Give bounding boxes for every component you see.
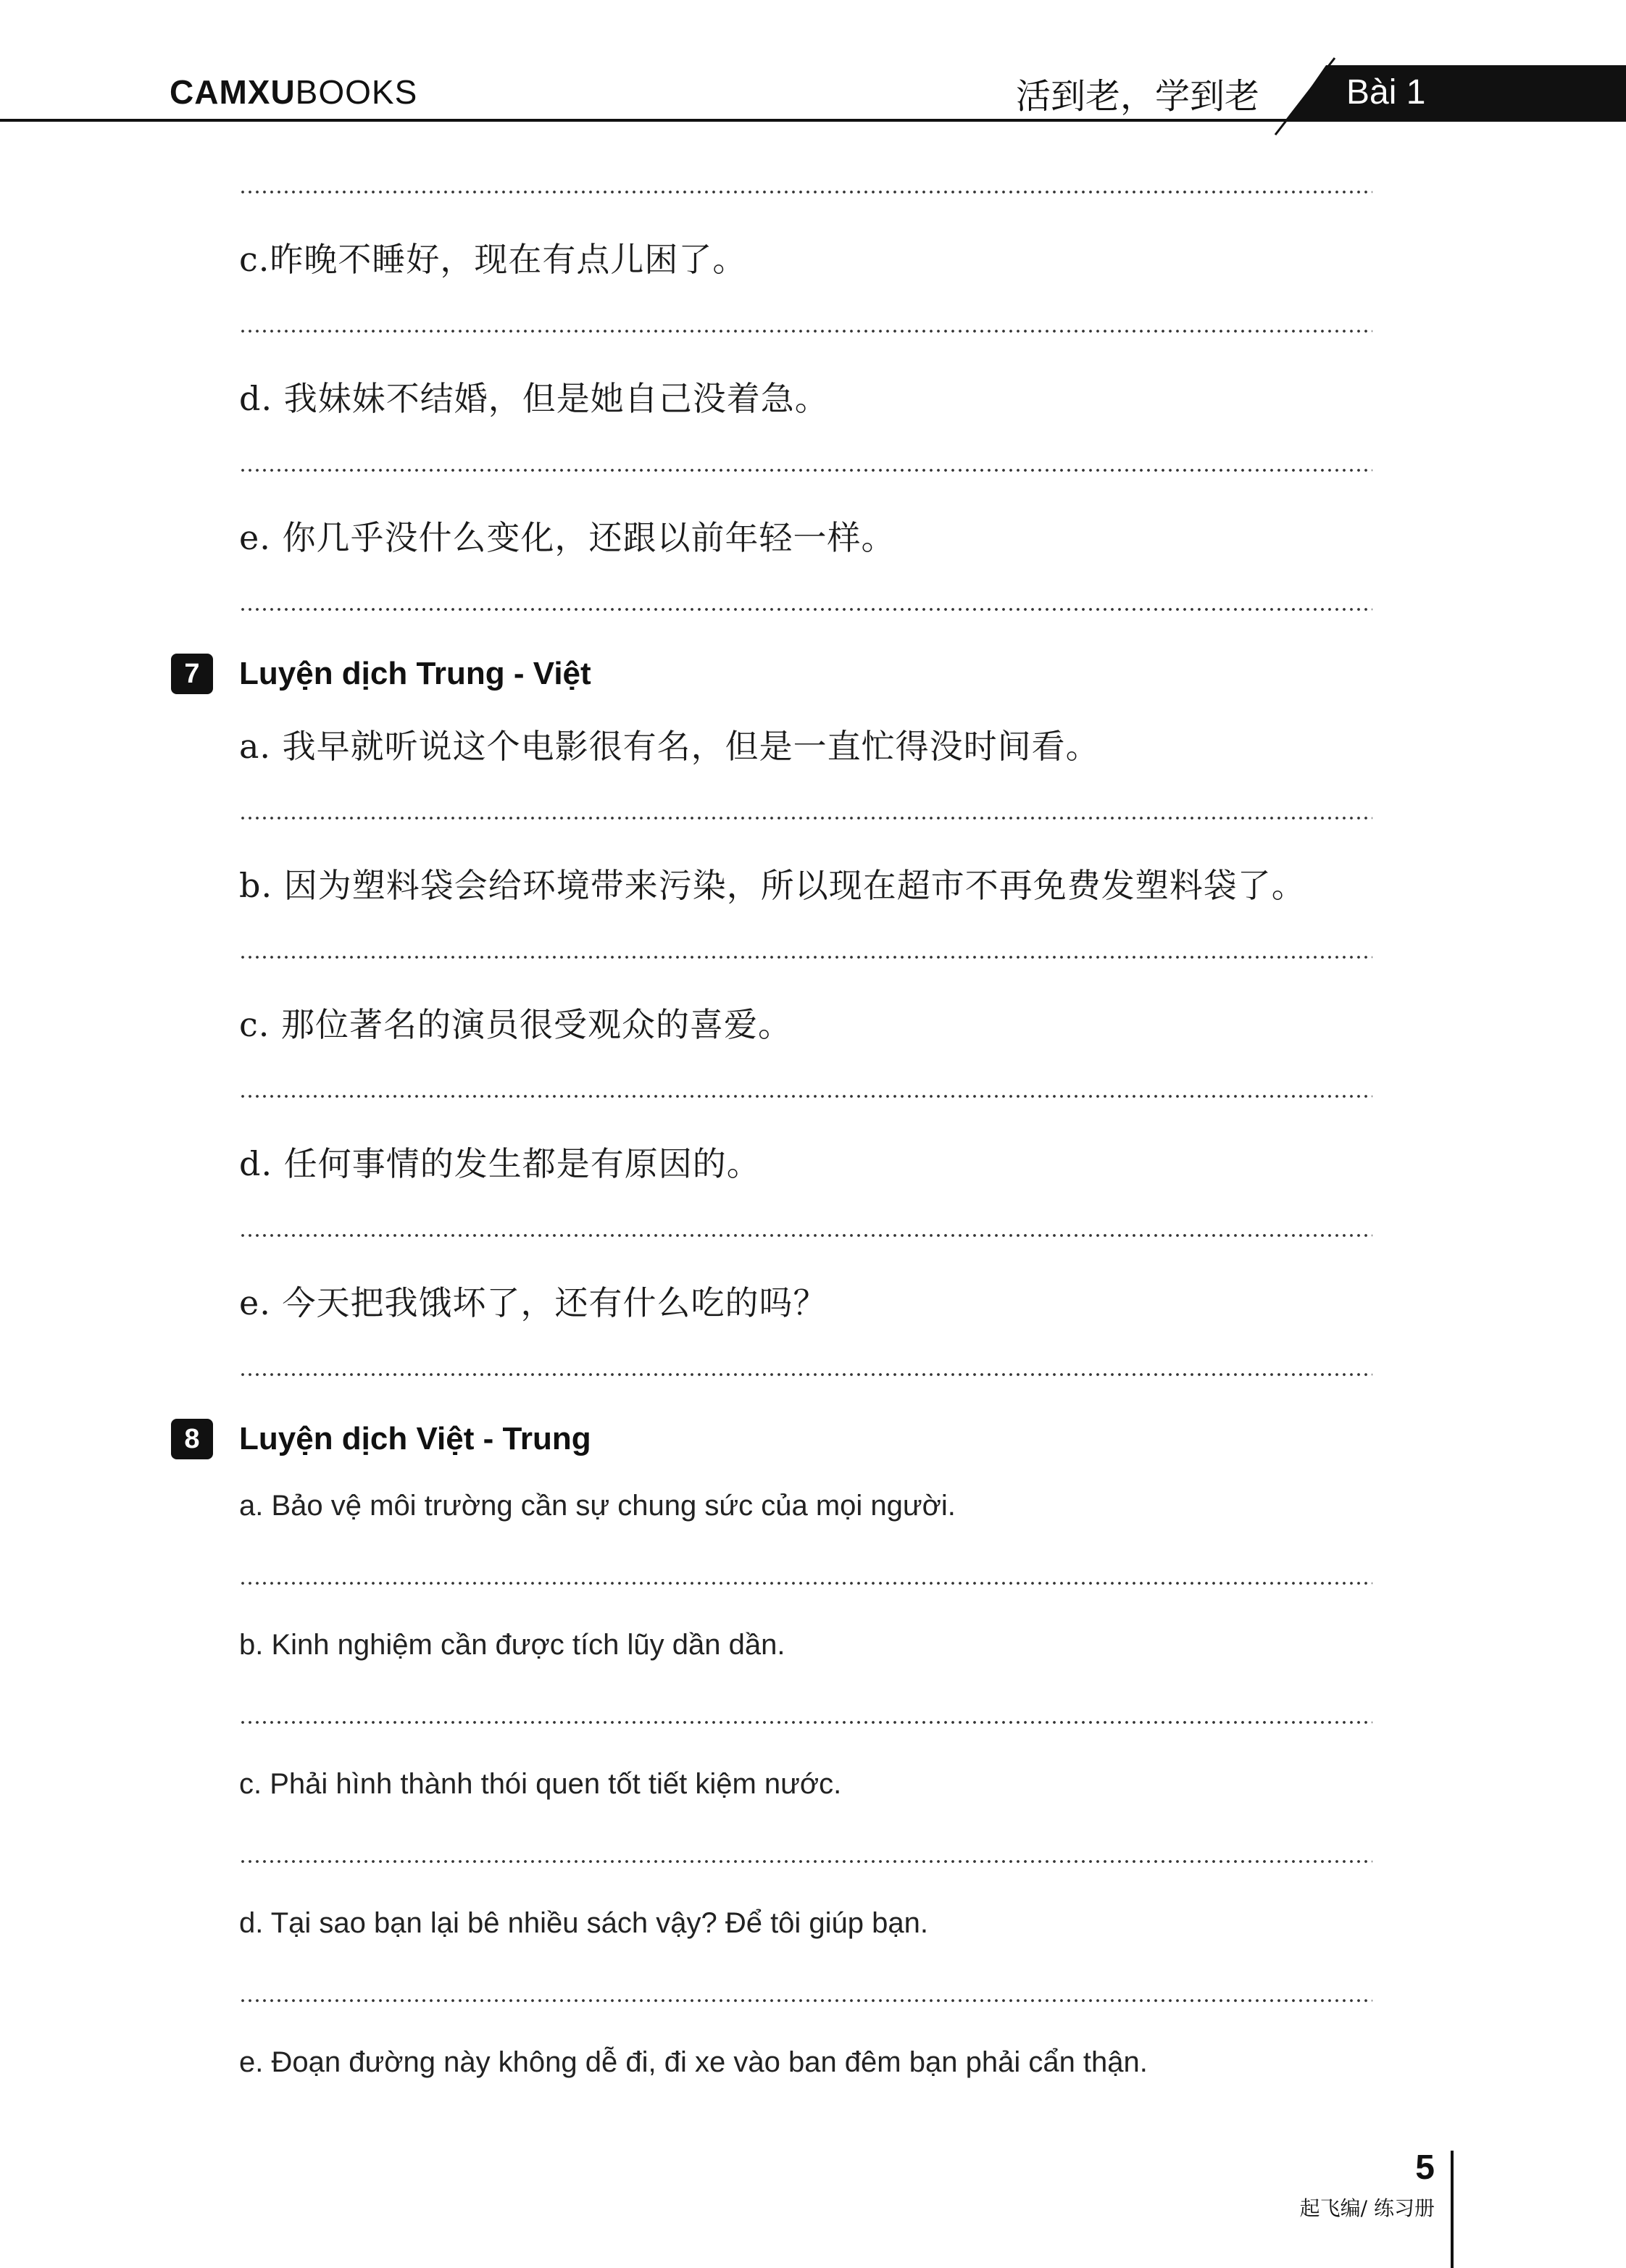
exercise-item: c. Phải hình thành thói quen tốt tiết kiệm nước. xyxy=(239,1768,842,1800)
brand-light-text: BOOKS xyxy=(295,73,418,111)
page-header xyxy=(0,0,1626,130)
answer-line xyxy=(239,1997,1372,2004)
answer-line xyxy=(239,1858,1372,1865)
page-number: 5 xyxy=(1415,2148,1435,2187)
exercise-item: a. 我早就听说这个电影很有名，但是一直忙得没时间看。 xyxy=(239,727,1100,766)
exercise-item: a. Bảo vệ môi trường cần sự chung sức của mọi người. xyxy=(239,1490,956,1522)
answer-line xyxy=(239,1580,1372,1587)
section-title: Luyện dịch Trung - Việt xyxy=(239,656,591,691)
section-7-heading xyxy=(171,654,591,694)
exercise-item: b. 因为塑料袋会给环境带来污染，所以现在超市不再免费发塑料袋了。 xyxy=(239,866,1306,905)
exercise-item: b. Kinh nghiệm cần được tích lũy dần dần. xyxy=(239,1629,785,1661)
header-motto: 活到老，学到老 xyxy=(1016,76,1260,117)
exercise-item: c.昨晚不睡好，现在有点儿困了。 xyxy=(239,240,747,279)
exercise-item: d. Tại sao bạn lại bê nhiều sách vậy? Để tôi giúp bạn. xyxy=(239,1907,929,1939)
section-number-badge: 7 xyxy=(171,654,213,694)
exercise-item: c. 那位著名的演员很受观众的喜爱。 xyxy=(239,1005,793,1044)
exercise-item: d. 我妹妹不结婚，但是她自己没着急。 xyxy=(239,379,829,418)
answer-line xyxy=(239,954,1372,961)
section-8-heading xyxy=(171,1419,591,1459)
answer-line xyxy=(239,606,1372,613)
section-number-badge: 8 xyxy=(171,1419,213,1459)
answer-line xyxy=(239,1093,1372,1100)
answer-line xyxy=(239,1371,1372,1378)
footer-divider xyxy=(1451,2151,1454,2268)
answer-line xyxy=(239,467,1372,474)
answer-line xyxy=(239,188,1372,196)
section-title: Luyện dịch Việt - Trung xyxy=(239,1421,591,1456)
answer-line xyxy=(239,1232,1372,1239)
exercise-item: d. 任何事情的发生都是有原因的。 xyxy=(239,1144,761,1183)
answer-line xyxy=(239,328,1372,335)
exercise-item: e. 今天把我饿坏了，还有什么吃的吗？ xyxy=(239,1283,827,1322)
brand-bold-text: CAMXU xyxy=(170,73,296,111)
answer-line xyxy=(239,1719,1372,1726)
answer-line xyxy=(239,814,1372,822)
lesson-label: Bài 1 xyxy=(1346,73,1426,112)
exercise-item: e. 你几乎没什么变化，还跟以前年轻一样。 xyxy=(239,518,896,557)
exercise-item: e. Đoạn đường này không dễ đi, đi xe vào ban đêm bạn phải cẩn thận. xyxy=(239,2046,1148,2078)
book-subtitle: 起飞编/ 练习册 xyxy=(1299,2196,1435,2220)
